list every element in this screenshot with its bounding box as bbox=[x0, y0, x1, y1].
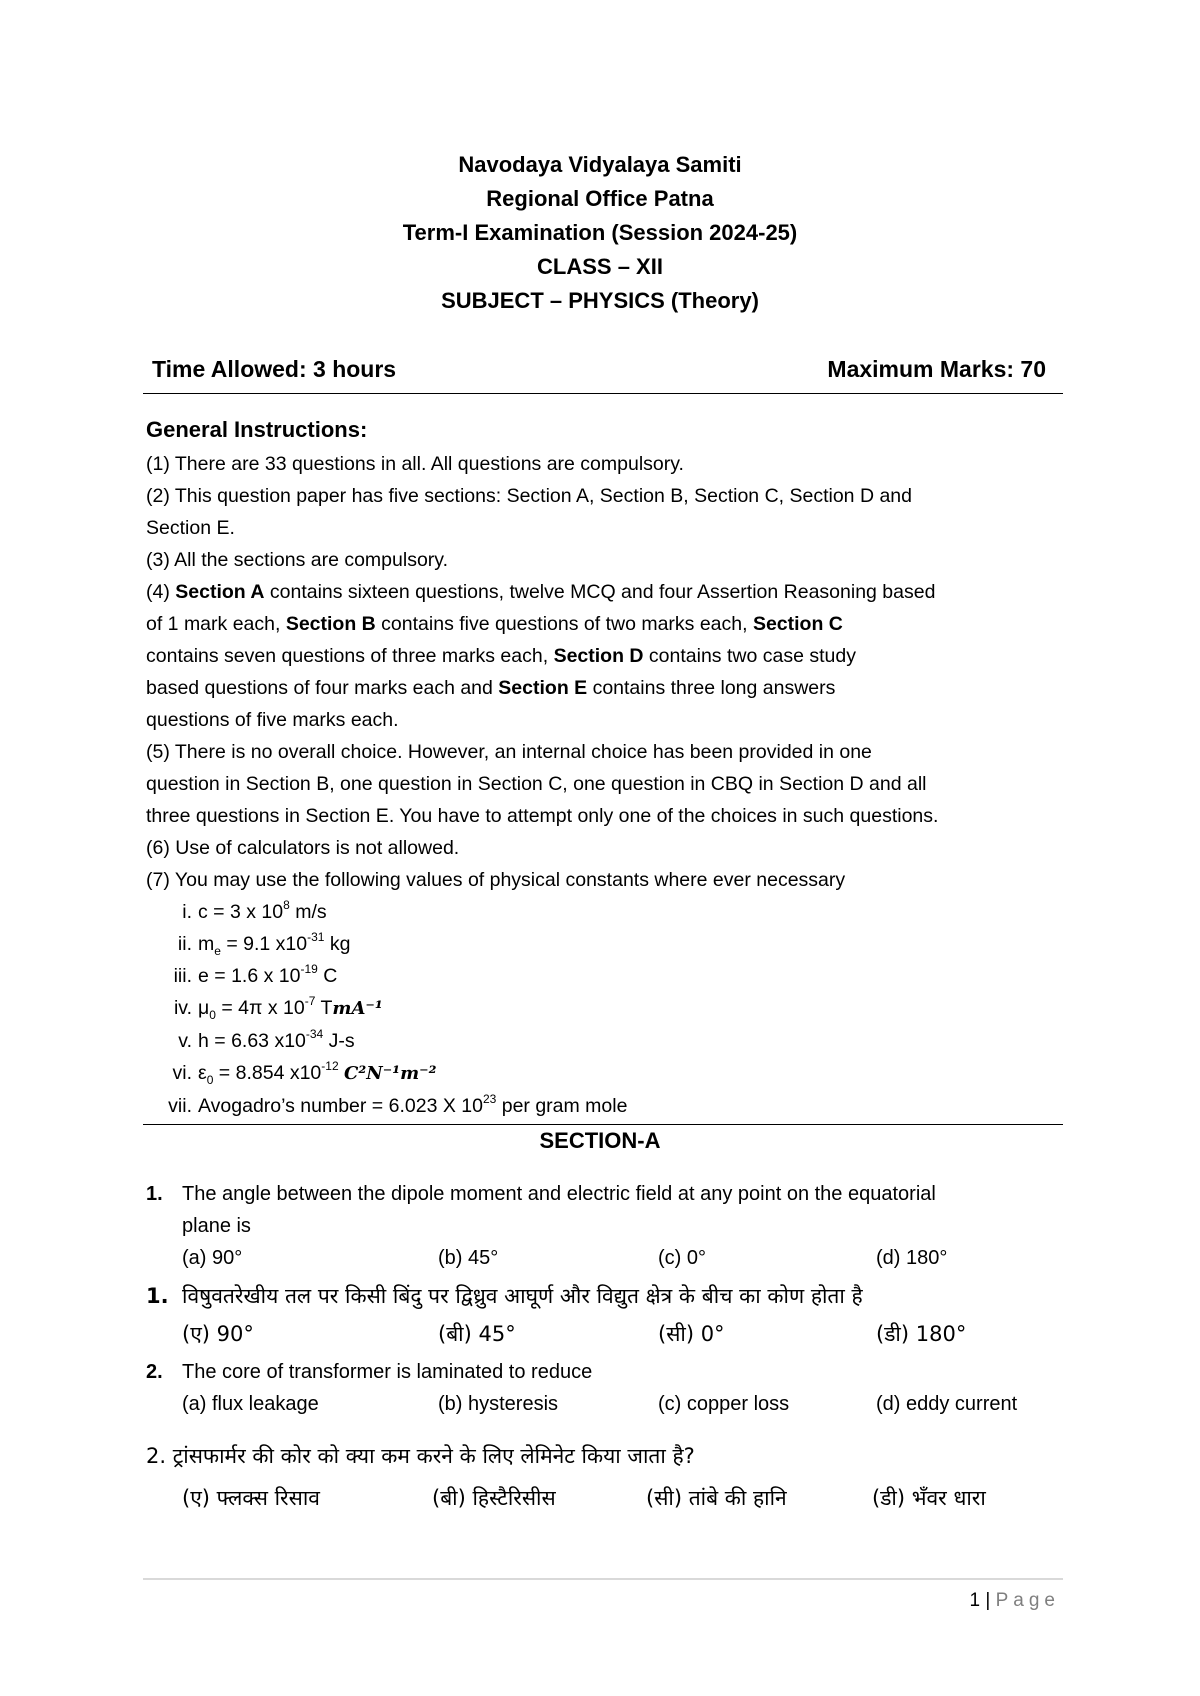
exam-name: Term-I Examination (Session 2024-25) bbox=[402, 220, 798, 245]
option-c: (सी) तांबे की हानि bbox=[646, 1486, 787, 1510]
option-b: (b) hysteresis bbox=[438, 1393, 559, 1415]
question-text: 2. ट्रांसफार्मर की कोर को क्या कम करने के लिए लेमिनेट किया जाता है? bbox=[146, 1444, 695, 1468]
instructions-title: General Instructions: bbox=[146, 417, 368, 442]
page-number: 1 bbox=[969, 1590, 981, 1611]
constant-permeability: iv. $\mu_0 = 4\pi$ x $10^{-7}$ TmA⁻¹ bbox=[173, 993, 383, 1022]
option-d: (d) 180° bbox=[876, 1247, 948, 1269]
question-2 bbox=[146, 1356, 1066, 1420]
instruction-4-line4: based questions of four marks each and Section E contains three long answers bbox=[146, 677, 836, 699]
instruction-2a: (2) This question paper has five sections: Section A, Section B, Section C, Section D and bbox=[146, 485, 912, 507]
instruction-7: (7) You may use the following values of physical constants where ever necessary bbox=[146, 869, 846, 891]
page-label: Page bbox=[995, 1590, 1060, 1611]
option-a: (a) flux leakage bbox=[182, 1393, 319, 1415]
options bbox=[182, 1482, 1066, 1514]
option-a: (a) 90° bbox=[182, 1247, 243, 1269]
option-d: (डी) भँवर धारा bbox=[872, 1486, 986, 1510]
constant-electron-mass: ii. $m_e = 9.1$ $x10^{-31}$ kg bbox=[177, 929, 351, 958]
time-allowed: Time Allowed: 3 hours bbox=[152, 356, 397, 382]
options bbox=[182, 1318, 1066, 1350]
options bbox=[182, 1242, 1066, 1274]
general-instructions bbox=[146, 414, 1066, 1122]
footer-divider bbox=[143, 1578, 1063, 1580]
option-c: (c) 0° bbox=[658, 1247, 706, 1269]
section-e-label: Section E bbox=[498, 677, 588, 699]
question-2-hindi bbox=[146, 1440, 1066, 1514]
instruction-2b: Section E. bbox=[146, 517, 235, 539]
instruction-4-line5: questions of five marks each. bbox=[146, 709, 399, 731]
option-b: (बी) हिस्टैरिसीस bbox=[432, 1486, 556, 1510]
option-d: (d) eddy current bbox=[876, 1393, 1018, 1415]
section-divider bbox=[143, 1124, 1063, 1125]
page-footer bbox=[970, 1590, 1060, 1612]
option-b: (बी) 45° bbox=[438, 1322, 516, 1346]
section-b-label: Section B bbox=[285, 613, 376, 635]
question-number: 1. bbox=[146, 1183, 163, 1205]
option-a: (ए) फ्लक्स रिसाव bbox=[182, 1486, 320, 1510]
header-divider bbox=[143, 393, 1063, 394]
question-number: 1. bbox=[146, 1284, 169, 1308]
section-a-title: SECTION-A bbox=[539, 1128, 661, 1153]
instruction-4-line2: of 1 mark each, Section B contains five questions of two marks each, Section C bbox=[146, 613, 843, 635]
option-c: (सी) 0° bbox=[658, 1322, 725, 1346]
constant-permittivity: vi. $\varepsilon_0 = 8.854$ $x10^{-12}$ C²N⁻¹m⁻² bbox=[172, 1058, 437, 1087]
options bbox=[182, 1388, 1066, 1420]
org-name: Navodaya Vidyalaya Samiti bbox=[458, 152, 742, 177]
maximum-marks: Maximum Marks: 70 bbox=[827, 356, 1046, 382]
instruction-4-line1: (4) Section A contains sixteen questions, twelve MCQ and four Assertion Reasoning based bbox=[146, 581, 936, 603]
option-a: (ए) 90° bbox=[182, 1322, 254, 1346]
page-separator: | bbox=[980, 1590, 996, 1611]
option-c: (c) copper loss bbox=[658, 1393, 790, 1415]
option-b: (b) 45° bbox=[438, 1247, 499, 1269]
question-1 bbox=[146, 1178, 1066, 1274]
constant-avogadro: vii. Avogadro’s number = 6.023 X $10^{23}$ per gram mole bbox=[168, 1091, 628, 1117]
instruction-5c: three questions in Section E. You have to attempt only one of the choices in such questions. bbox=[146, 805, 939, 827]
instruction-5b: question in Section B, one question in Section C, one question in CBQ in Section D and all bbox=[146, 773, 927, 795]
section-a-label: Section A bbox=[175, 581, 265, 603]
constant-speed-of-light: i. c = 3 x $10^8$ m/s bbox=[182, 897, 327, 923]
instruction-5a: (5) There is no overall choice. However, an internal choice has been provided in one bbox=[146, 741, 872, 763]
office-name: Regional Office Patna bbox=[486, 186, 714, 211]
paper-header bbox=[0, 148, 1200, 318]
question-text-line1: The angle between the dipole moment and electric field at any point on the equatorial bbox=[182, 1183, 936, 1205]
constant-planck: v. h = 6.63 $x10^{-34}$ J-s bbox=[178, 1026, 355, 1052]
instruction-6: (6) Use of calculators is not allowed. bbox=[146, 837, 460, 859]
instruction-4-line3: contains seven questions of three marks each, Section D contains two case study bbox=[146, 645, 856, 667]
exam-meta bbox=[150, 356, 1050, 396]
question-text: विषुवतरेखीय तल पर किसी बिंदु पर द्विध्रुव आघूर्ण और विद्युत क्षेत्र के बीच का कोण होता है bbox=[182, 1284, 863, 1308]
question-number: 2. bbox=[146, 1361, 163, 1383]
question-text-line2: plane is bbox=[182, 1215, 251, 1237]
instruction-3: (3) All the sections are compulsory. bbox=[146, 549, 449, 571]
physical-constants bbox=[146, 896, 1066, 1122]
question-1-hindi bbox=[146, 1280, 1066, 1350]
subject-name: SUBJECT – PHYSICS (Theory) bbox=[441, 288, 759, 313]
question-text: The core of transformer is laminated to reduce bbox=[182, 1361, 593, 1383]
class-name: CLASS – XII bbox=[537, 254, 663, 279]
constant-electron-charge: iii. e = 1.6 x $10^{-19}$ C bbox=[173, 961, 338, 987]
instruction-1: (1) There are 33 questions in all. All questions are compulsory. bbox=[146, 453, 684, 475]
section-c-label: Section C bbox=[752, 613, 843, 635]
option-d: (डी) 180° bbox=[876, 1322, 967, 1346]
section-d-label: Section D bbox=[553, 645, 644, 667]
